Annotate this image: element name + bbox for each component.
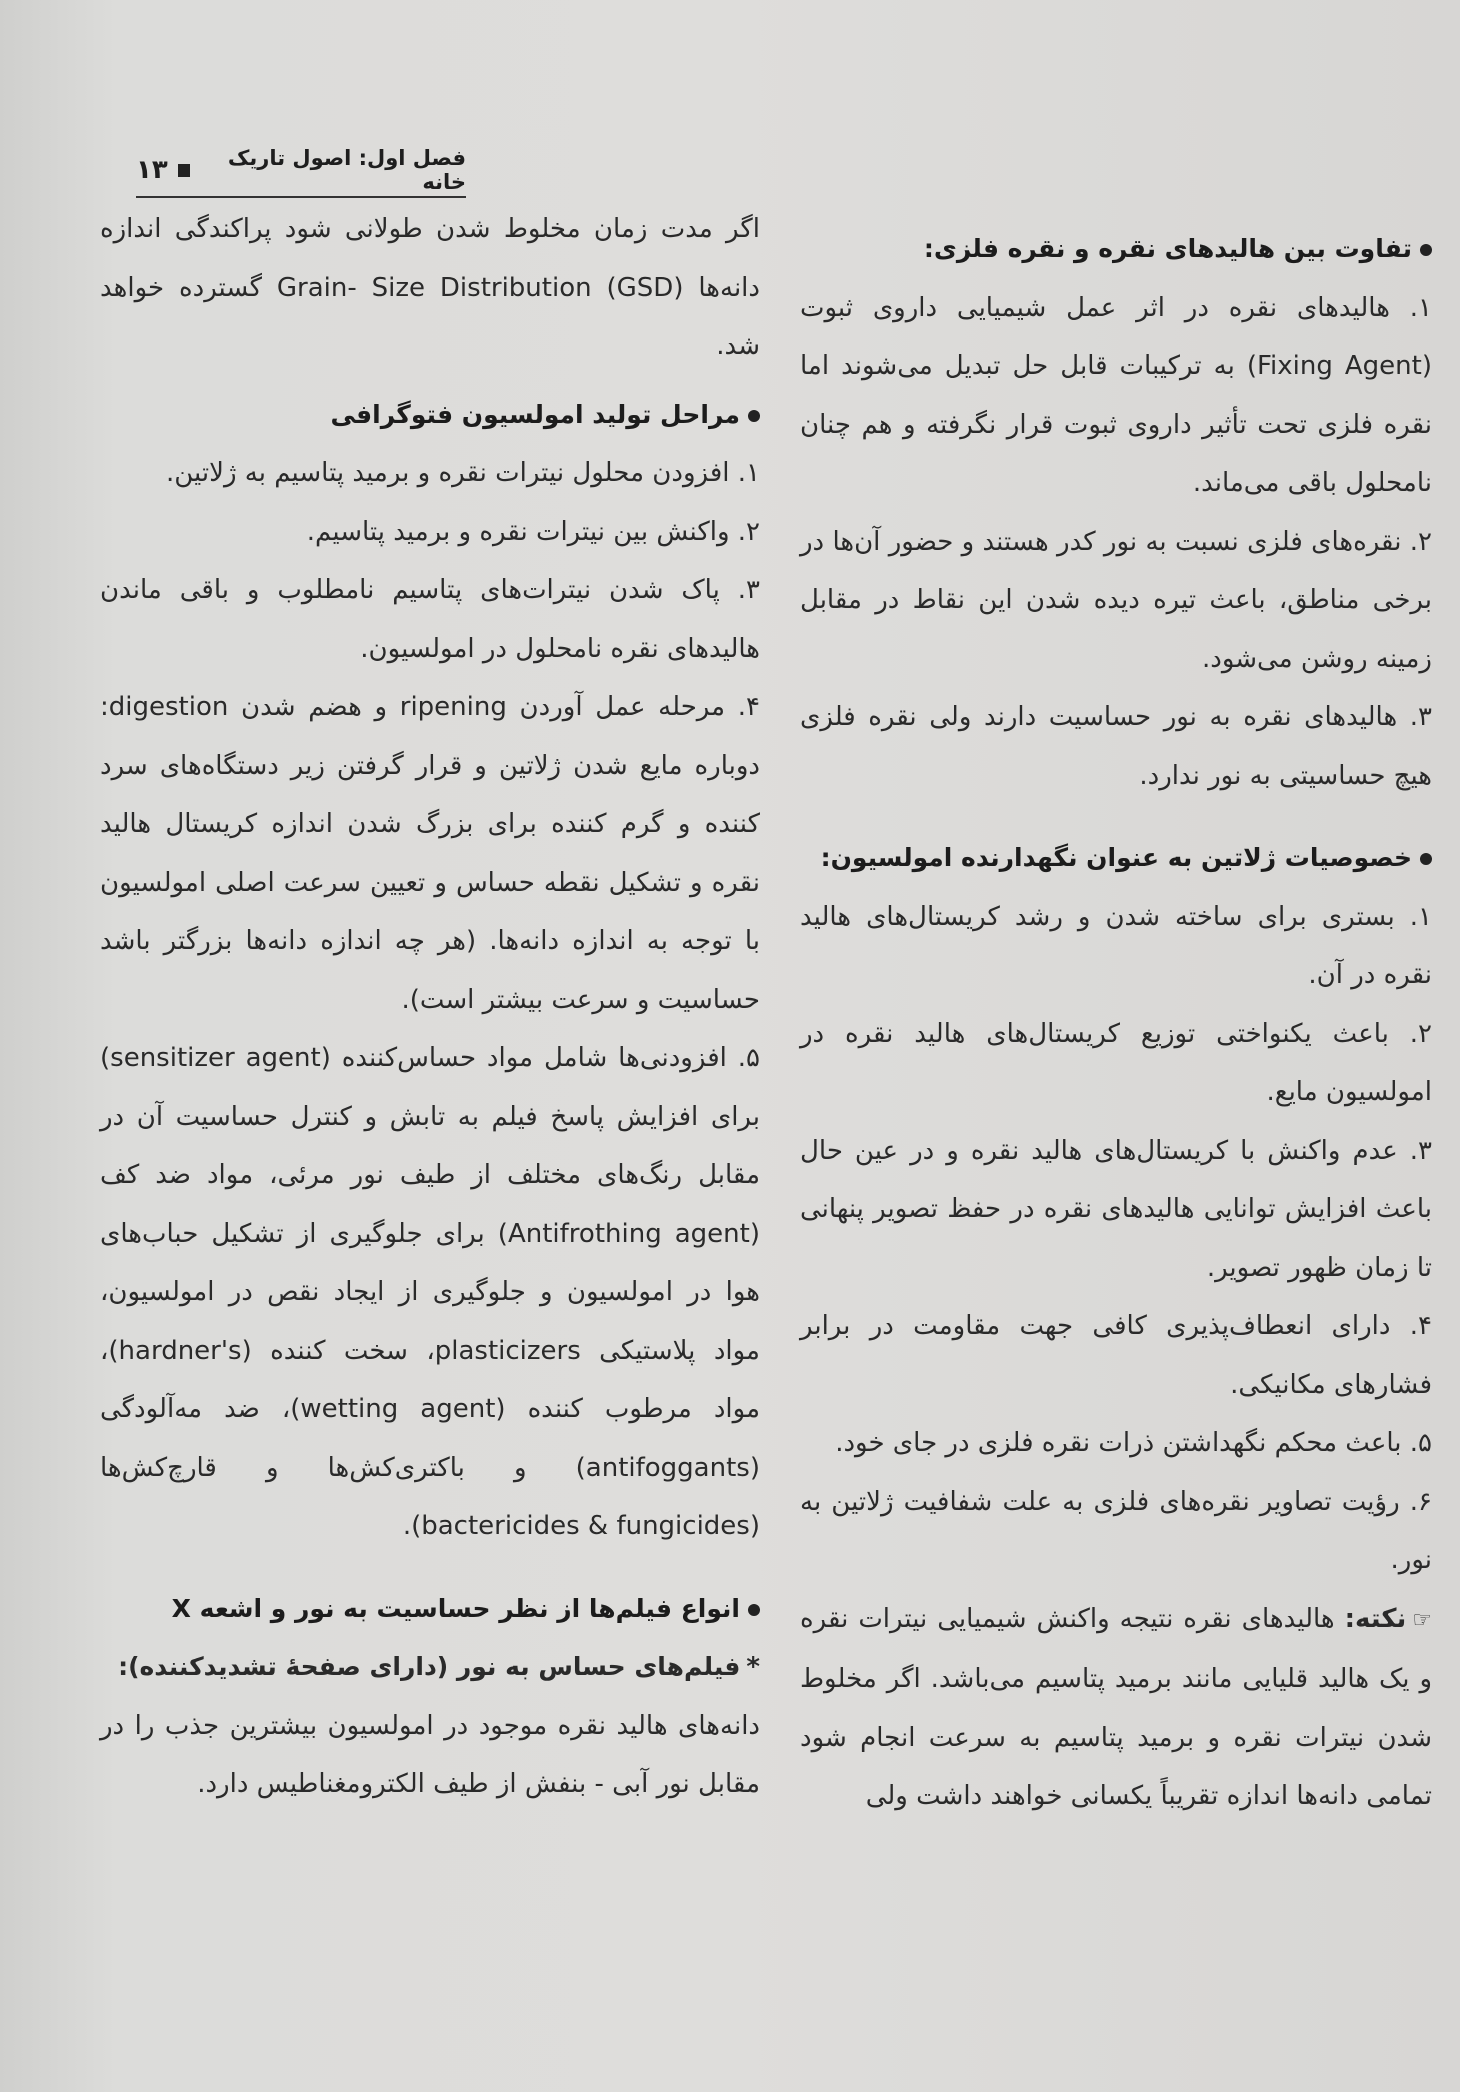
list-item: ۳. پاک شدن نیترات‌های پتاسیم نامطلوب و باقی ماندن هالیدهای نقره نامحلول در امولسیون. <box>100 575 760 664</box>
film-subheading: فیلم‌های حساس به نور (دارای صفحهٔ تشدیدکننده): <box>118 1652 741 1681</box>
section-heading-film-types: انواع فیلم‌ها از نظر حساسیت به نور و اشعه X <box>100 1580 760 1639</box>
list-item: ۵. باعث محکم نگهداشتن ذرات نقره فلزی در جای خود. <box>835 1428 1432 1458</box>
list-item: ۳. هالیدهای نقره به نور حساسیت دارند ولی نقره فلزی هیچ حساسیتی به نور ندارد. <box>800 702 1432 791</box>
asterisk-icon: * <box>746 1652 760 1682</box>
section-heading-silver-difference: تفاوت بین هالیدهای نقره و نقره فلزی: <box>800 220 1432 279</box>
header-square-icon <box>178 164 190 177</box>
chapter-title: فصل اول: اصول تاریک خانه <box>227 146 466 194</box>
header-divider <box>136 196 466 198</box>
list-item: ۶. رؤیت تصاویر نقره‌های فلزی به علت شفافیت ژلاتین به نور. <box>800 1486 1432 1575</box>
note-hand-icon: ☞ <box>1412 1607 1432 1633</box>
list-item: ۲. واکنش بین نیترات نقره و برمید پتاسیم. <box>306 516 760 547</box>
note-text: هالیدهای نقره نتیجه واکنش شیمیایی نیترات نقره و یک هالید قلیایی مانند برمید پتاسیم می‌باشد. اگر مخلوط شدن نیترات نقره و برمید پتاسیم به سرعت انجام شود تمامی دانه‌ها اندازه تقریباً یکسانی خواهند داشت ولی <box>800 1603 1432 1811</box>
note-paragraph <box>800 1590 1432 1826</box>
list-item: ۱. بستری برای ساخته شدن و رشد کریستال‌های هالید نقره در آن. <box>800 901 1432 990</box>
list-item: ۱. افزودن محلول نیترات نقره و برمید پتاسیم به ژلاتین. <box>165 458 760 488</box>
section-heading-gelatin-properties: خصوصیات ژلاتین به عنوان نگهدارنده امولسیون: <box>800 829 1432 888</box>
list-item: ۵. افزودنی‌ها شامل مواد حساس‌کننده (sensitizer agent) برای افزایش پاسخ فیلم به تابش و کنترل حساسیت آن در مقابل رنگ‌های مختلف از طیف نور مرئی، مواد ضد کف (Antifrothing agent) برای جلوگیری از تشکیل حباب‌های هوا در امولسیون و جلوگیری از ایجاد نقص در امولسیون، مواد پلاستیکی plasticizers، سخت کننده (hardner's)، مواد مرطوب کننده (wetting agent)، ضد مه‌آلودگی (antifoggants) و باکتری‌کش‌ها و قارچ‌کش‌ها (bactericides & fungicides). <box>100 1043 760 1541</box>
list-item: ۲. نقره‌های فلزی نسبت به نور کدر هستند و حضور آن‌ها در برخی مناطق، باعث تیره دیده شدن این نقاط در مقابل زمینه روشن می‌شود. <box>800 526 1432 674</box>
film-paragraph: دانه‌های هالید نقره موجود در امولسیون بیشترین جذب را در مقابل نور آبی - بنفش از طیف الکترومغناطیس دارد. <box>100 1710 760 1799</box>
note-label: نکته: <box>1344 1603 1407 1634</box>
list-item: ۱. هالیدهای نقره در اثر عمل شیمیایی داروی ثبوت (Fixing Agent) به ترکیبات قابل حل تبدیل می‌شوند اما نقره فلزی تحت تأثیر داروی ثبوت قرار نگرفته و هم چنان نامحلول باقی می‌ماند. <box>800 292 1432 498</box>
running-header <box>136 148 466 192</box>
page-number: ۱۳ <box>136 155 168 185</box>
list-item: ۴. مرحله عمل آوردن ripening و هضم شدن digestion: دوباره مایع شدن ژلاتین و قرار گرفتن زیر دستگاه‌های سرد کننده و گرم کننده برای بزرگ شدن اندازه کریستال هالید نقره و تشکیل نقطه حساس و تعیین سرعت اصلی امولسیون با توجه به اندازه دانه‌ها. (هر چه اندازه دانه‌ها بزرگتر باشد حساسیت و سرعت بیشتر است). <box>100 692 760 1015</box>
left-column <box>100 200 760 1814</box>
intro-paragraph: اگر مدت زمان مخلوط شدن طولانی شود پراکندگی اندازه دانه‌ها (Grain- Size Distribution (GSD گسترده خواهد شد. <box>100 214 760 361</box>
list-item: ۲. باعث یکنواختی توزیع کریستال‌های هالید نقره در امولسیون مایع. <box>800 1018 1432 1107</box>
section-heading-emulsion-steps: مراحل تولید امولسیون فتوگرافی <box>100 386 760 445</box>
right-column <box>800 220 1432 1826</box>
list-item: ۴. دارای انعطاف‌پذیری کافی جهت مقاومت در برابر فشارهای مکانیکی. <box>800 1311 1432 1400</box>
subheading-paragraph <box>100 1638 760 1697</box>
list-item: ۳. عدم واکنش با کریستال‌های هالید نقره و در عین حال باعث افزایش توانایی هالیدهای نقره در حفظ تصویر پنهانی تا زمان ظهور تصویر. <box>800 1135 1432 1283</box>
